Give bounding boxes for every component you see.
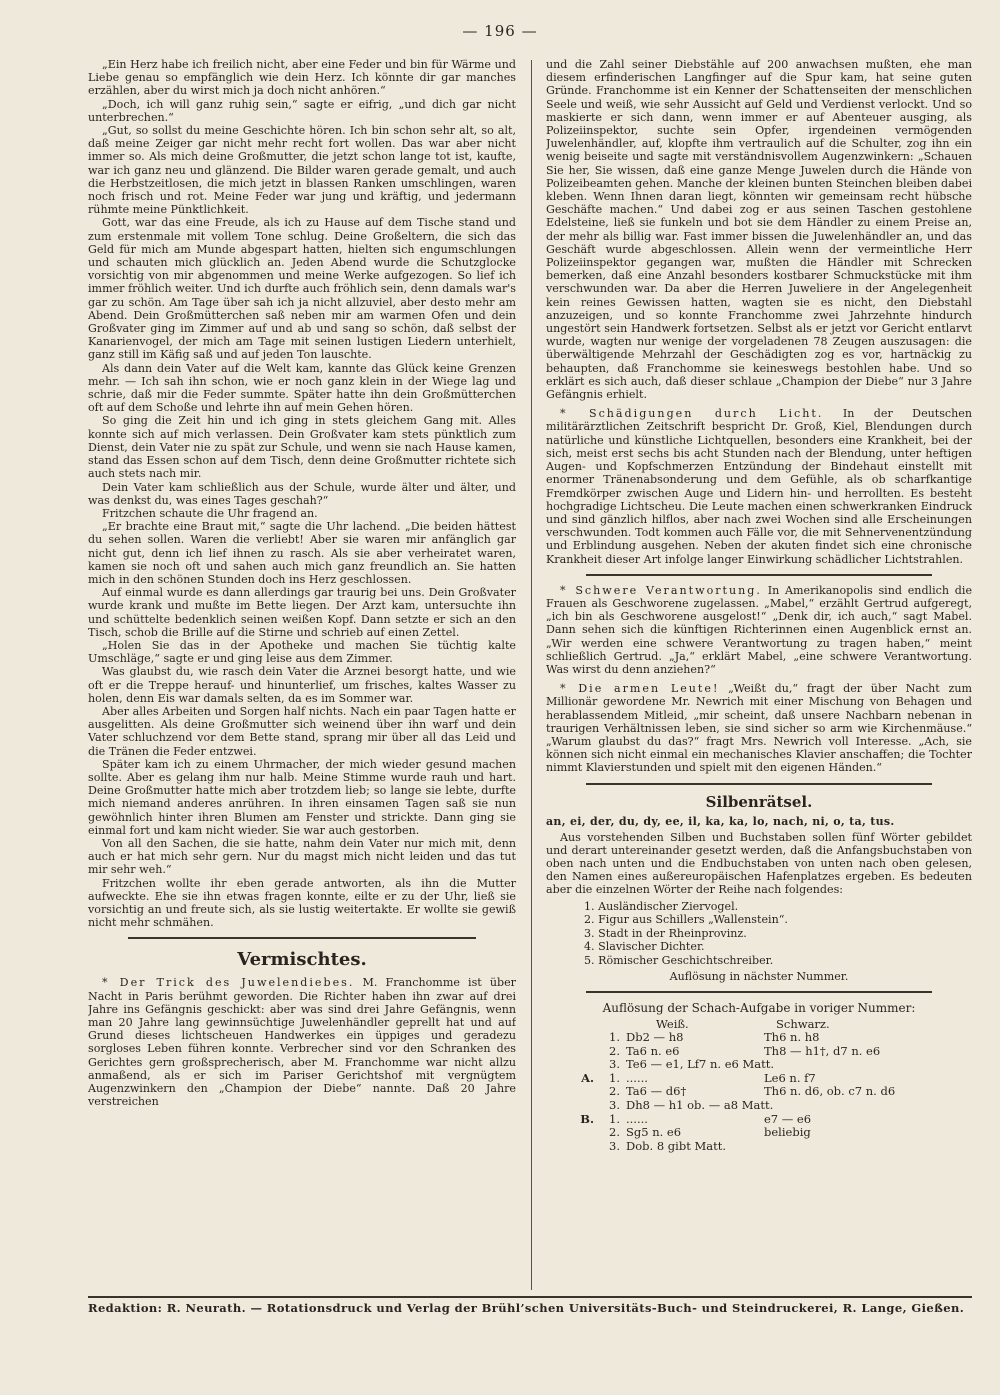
riddle-item: 2. Figur aus Schillers „Wallenstein“. <box>584 913 788 927</box>
right-column <box>546 58 972 1298</box>
story-paragraph: „Holen Sie das in der Apotheke und machen Sie tüchtig kalte Umschläge,“ sagte er und ging leise aus dem Zimmer. <box>88 638 516 666</box>
white-move: ...... <box>626 1070 648 1085</box>
chess-move-row <box>546 1113 972 1127</box>
article-body: M. Franchomme ist über Nacht in Paris berühmt geworden. Die Richter haben ihn zwar auf drei Jahre ins Gefängnis geschickt: aber was sind drei Jahre Gefängnis, wenn man 20 Jahre lang gewinnsüchtige Juwelenhändler geprellt hat und auf Grund dieses lichtscheuen Handwerkes ein üppiges und geradezu sorgloses Leben führen konnte. Verbrecher sind vor den Schranken des Gerichtes gern großsprecherisch, aber M. Franchomme war nicht allzu anmaßend, als er sich im Pariser Gerichtshof mit vergnügtem Augenzwinkern den „Champion der Diebe“ nannte. Daß 20 Jahre verstreichen <box>88 976 516 1109</box>
column-divider <box>531 60 532 1290</box>
riddle-item: 3. Stadt in der Rheinprovinz. <box>584 926 747 940</box>
left-column <box>88 58 516 1288</box>
story-paragraph: Aber alles Arbeiten und Sorgen half nichts. Nach ein paar Tagen hatte er ausgelitten. Als deine Großmutter sich weinend über ihn warf und dein Vater schluchzend vor dem Bette stand, sprang mir über all das Leid und die Tränen die Feder entzwei. <box>88 704 516 758</box>
story-paragraph: Auf einmal wurde es dann allerdings gar traurig bei uns. Dein Großvater wurde krank und mußte im Bette liegen. Der Arzt kam, untersuchte ihn und schüttelte bedenklich seinen weißen Kopf. Dann setzte er sich an den Tisch, schob die Brille auf die Stirne und schrieb auf einen Zettel. <box>88 586 516 639</box>
story-paragraph: Was glaubst du, wie rasch dein Vater die Arznei besorgt hatte, und wie oft er die Treppe herauf- und hinunterlief, um frisches, kaltes Wasser zu holen, denn Eis war damals selten, da es im Sommer war. <box>88 665 516 705</box>
page-number: — 196 — <box>462 22 538 40</box>
variant-label <box>546 1126 598 1140</box>
chess-solution <box>546 1031 972 1153</box>
section-divider <box>586 991 932 993</box>
move-number: 3. <box>609 1057 620 1072</box>
story-paragraph: Fritzchen schaute die Uhr fragend an. <box>102 506 318 520</box>
story-paragraph: Später kam ich zu einem Uhrmacher, der mich wieder gesund machen sollte. Aber es gelang ihm nur halb. Meine Stimme wurde rauh und hart. Deine Großmutter hatte mich aber trotzdem lieb; so lange sie lebte, durfte mich niemand anderes anrühren. In ihren einsamen Tagen saß sie nun gewöhnlich hinter ihren Blumen am Fenster und strickte. Dann ging sie einmal fort und kam nicht wieder. Sie war auch gestorben. <box>88 757 516 837</box>
riddle-item: 5. Römischer Geschichtschreiber. <box>584 953 774 967</box>
black-move: Th6 n. h8 <box>764 1030 820 1045</box>
note-poor-people <box>546 682 972 774</box>
chess-heading: Auflösung der Schach-Aufgabe in voriger Nummer: <box>602 1001 916 1016</box>
white-move: Sg5 n. e6 <box>626 1125 682 1140</box>
jewel-thief-continuation: und die Zahl seiner Diebstähle auf 200 anwachsen mußten, ehe man diesem erfinderischen Langfinger auf die Spur kam, hat seine guten Gründe. Franchomme ist ein Kenner der Schattenseiten der menschlichen Seele und weiß, wie sehr Aussicht auf Geld und Verdienst verlockt. Und so maskierte er sich dann, wenn immer er auf Abenteuer ausging, als Polizeiinspektor, suchte sein Opfer, irgendeinen vermögenden Juwelenhändler, auf, klopfte ihm vertraulich auf die Schulter, zog ihn ein wenig beiseite und sagte mit verständnisvollem Augenzwinkern: „Schauen Sie her, Sie wissen, daß eine ganze Menge Juwelen durch die Hände von Polizeibeamten gehen. Manche der kleinen bunten Steinchen bleiben dabei kleben. Wenn Ihnen daran liegt, könnten wir gemeinsam recht hübsche Geschäfte machen.“ Und dabei zog er aus seinen Taschen gestohlene Edelsteine, ließ sie funkeln und bot sie dem Händler zu einem Preise an, der mehr als billig war. Fast immer bissen die Juwelenhändler an, und das Geschäft wurde abgeschlossen. Allein wenn der vermeintliche Herr Polizeiinspektor gegangen war, mußten die Händler mit Schrecken bemerken, daß eine Anzahl besonders kostbarer Schmuckstücke mit ihm verschwunden war. Da aber die Herren Juweliere in der Angelegenheit kein reines Gewissen hatten, wagten sie es nicht, den Diebstahl anzuzeigen, und so konnte Franchomme zwei Jahrzehnte hindurch ungestört sein Handwerk fortsetzen. Selbst als er jetzt vor Gericht entlarvt wurde, wagten nur wenige der vorgeladenen 78 Zeugen auszusagen: die überwältigende Mehrzahl der Geschädigten zog es vor, hartnäckig zu behaupten, daß Franchomme sie keineswegs bestohlen habe. Und so erklärt es sich auch, daß dieser schlaue „Champion der Diebe“ nur 3 Jahre Gefängnis erhielt. <box>546 58 972 402</box>
riddle-solution-note: Auflösung in nächster Nummer. <box>669 970 849 984</box>
note-body: In der Deutschen militärärztlichen Zeitschrift bespricht Dr. Groß, Kiel, Blendungen durch natürliche und künstliche Lichtquellen, besonders eine Krankheit, bei der sich, meist erst sechs bis acht Stunden nach der Blendung, unter heftigen Augen- und Kopfschmerzen Entzündung der Bindehaut einstellt mit enormer Tränenabsonderung und dem Gefühle, als ob scharfkantige Fremdkörper zwischen Auge und Lidern hin- und herrollten. Es besteht hochgradige Lichtscheu. Die Leute machen einen schwerkranken Eindruck und sind gänzlich hilflos, aber nach zwei Wochen sind alle Erscheinungen verschwunden. Todt kommen auch Fälle vor, die mit Sehnervenentzündung und Erblindung ausgehen. Neben der akuten findet sich eine chronische Krankheit dieser Art infolge langer Einwirkung schädlicher Lichtstrahlen. <box>546 407 972 566</box>
variant-label <box>546 1058 598 1072</box>
story-paragraph: „Gut, so sollst du meine Geschichte hören. Ich bin schon sehr alt, so alt, daß meine Zeiger gar nicht mehr recht fort wollen. Das war aber nicht immer so. Als mich deine Großmutter, die jetzt schon lange tot ist, kaufte, war ich ganz neu und glänzend. Die Bilder waren gerade gemalt, und auch die Herbstzeitlosen, die mich jetzt in blassen Ranken umschlingen, waren noch frisch und rot. Meine Feder war jung und kräftig, und jedermann rühmte meine Pünktlichkeit. <box>88 124 516 217</box>
note-body: In Amerikanopolis sind endlich die Frauen als Geschworene zugelassen. „Mabel,“ erzählt Gertrud aufgeregt, „ich bin als Geschworene ausgelost!“ „Denk dir, ich auch,“ sagt Mabel. Dann sehen sich die künftigen Richterinnen einen Augenblick ernst an. „Wir werden eine schwere Verantwortung zu tragen haben,“ meint schließlich Gertrud. „Ja,“ erklärt Mabel, „eine schwere Verantwortung. Was wirst du denn anziehen?“ <box>546 583 972 676</box>
white-move: Dh8 — h1 ob. — a8 Matt. <box>626 1098 774 1113</box>
black-move: Th8 — h1†, d7 n. e6 <box>764 1043 881 1058</box>
chess-move-row <box>546 1140 972 1154</box>
white-move: Ta6 — d6† <box>626 1084 687 1099</box>
chess-black-header: Schwarz. <box>776 1017 830 1032</box>
vermischtes-heading: Vermischtes. <box>237 949 367 971</box>
chess-move-row <box>546 1126 972 1140</box>
story-paragraph: „Er brachte eine Braut mit,“ sagte die Uhr lachend. „Die beiden hättest du sehen sollen. Waren die verliebt! Aber sie waren mir anfänglich gar nicht gut, denn ich lief ihnen zu rasch. Als sie aber verheiratet waren, kamen sie noch oft und sahen auch mich ganz freundlich an. Sie hatten mich in den schönen Stunden doch ins Herz geschlossen. <box>88 520 516 586</box>
chess-move-row <box>546 1045 972 1059</box>
riddle-intro: Aus vorstehenden Silben und Buchstaben sollen fünf Wörter gebildet und derart untereinander gesetzt werden, daß die Anfangsbuchstaben von oben nach unten und die Endbuchstaben von unten nach oben gelesen, den Namen eines außereuropäischen Hafenplatzes ergeben. Es bedeuten aber die einzelnen Wörter der Reihe nach folgendes: <box>546 830 972 897</box>
white-move: Dob. 8 gibt Matt. <box>626 1138 726 1153</box>
move-number: 1. <box>609 1070 620 1085</box>
note-lead: * Schwere Verantwortung. <box>560 583 762 597</box>
story-paragraph: Als dann dein Vater auf die Welt kam, kannte das Glück keine Grenzen mehr. — Ich sah ihn schon, wie er noch ganz klein in der Wiege lag und schrie, daß mir die Feder summte. Später hatte ihn dein Großmütterchen oft auf dem Schoße und lehrte ihn auf mein Gehen hören. <box>88 361 516 415</box>
white-move: Ta6 n. e6 <box>626 1043 680 1058</box>
move-number: 2. <box>609 1125 620 1140</box>
black-move: Le6 n. f7 <box>764 1070 816 1085</box>
chess-move-row <box>546 1085 972 1099</box>
note-lead: * Schädigungen durch Licht. <box>560 407 824 421</box>
chess-move-row <box>546 1072 972 1086</box>
chess-move-row <box>546 1099 972 1113</box>
move-number: 2. <box>609 1043 620 1058</box>
riddle-list <box>584 900 972 968</box>
note-light-damage <box>546 407 972 565</box>
variant-label: B. <box>580 1111 594 1126</box>
white-move: Te6 — e1, Lf7 n. e6 Matt. <box>626 1057 775 1072</box>
jewel-thief-article <box>88 976 516 1108</box>
story-paragraph: Dein Vater kam schließlich aus der Schule, wurde älter und älter, und was denkst du, was eines Tages geschah?“ <box>88 480 516 507</box>
riddle-heading: Silbenrätsel. <box>705 792 813 811</box>
note-responsibility <box>546 584 972 676</box>
riddle-item: 1. Ausländischer Ziervogel. <box>584 899 739 913</box>
section-divider <box>586 783 932 785</box>
black-move <box>726 1140 972 1154</box>
black-move: beliebig <box>764 1125 811 1140</box>
section-divider <box>586 574 932 576</box>
variant-label <box>546 1045 598 1059</box>
story-paragraph: „Ein Herz habe ich freilich nicht, aber eine Feder und bin für Wärme und Liebe genau so empfänglich wie dein Herz. Ich könnte dir gar manches erzählen, aber du wirst mich ja doch nicht anhören.“ <box>88 58 516 98</box>
black-move: e7 — e6 <box>764 1111 812 1126</box>
section-divider <box>128 937 476 939</box>
chess-column-headers <box>656 1017 972 1031</box>
move-number: 1. <box>609 1030 620 1045</box>
variant-label <box>546 1140 598 1154</box>
move-number: 2. <box>609 1084 620 1099</box>
variant-label: A. <box>581 1070 594 1085</box>
chess-move-row <box>546 1058 972 1072</box>
story-paragraph: So ging die Zeit hin und ich ging in stets gleichem Gang mit. Alles konnte sich auf mich verlassen. Dein Großvater kam stets pünktlich zum Dienst, dein Vater nie zu spät zur Schule, und wenn sie nach Hause kamen, stand das Essen schon auf dem Tisch, denn deine Großmutter richtete sich auch stets nach mir. <box>88 414 516 481</box>
black-move <box>773 1099 972 1113</box>
chess-move-row <box>546 1031 972 1045</box>
note-body: „Weißt du,“ fragt der über Nacht zum Millionär gewordene Mr. Newrich mit einer Mischung von Behagen und herablassendem Mitleid, „mir scheint, daß unsere Nachbarn nebenan in traurigen Verhältnissen leben, sie sind sicher so arm wie Kirchenmäuse.“ „Warum glaubst du das?“ fragt Mrs. Newrich voll Interesse. „Ach, sie können sich nicht einmal ein mechanisches Klavier anschaffen; die Tochter nimmt Klavierstunden und spielt mit den eigenen Händen.“ <box>546 682 972 775</box>
variant-label <box>546 1031 598 1045</box>
variant-label <box>546 1099 598 1113</box>
note-lead: * Die armen Leute! <box>560 682 720 696</box>
variant-label <box>546 1085 598 1099</box>
story-paragraph: Von all den Sachen, die sie hatte, nahm dein Vater nur mich mit, denn auch er hat mich sehr gern. Nur du magst mich nicht leiden und das tut mir sehr weh.“ <box>88 836 516 877</box>
white-move: ...... <box>626 1111 648 1126</box>
article-lead: * Der Trick des Juwelendiebes. <box>102 976 355 990</box>
move-number: 3. <box>609 1138 620 1153</box>
move-number: 3. <box>609 1098 620 1113</box>
black-move <box>774 1058 972 1072</box>
white-move: Db2 — h8 <box>626 1030 684 1045</box>
story-paragraph: Fritzchen wollte ihr eben gerade antworten, als ihn die Mutter aufweckte. Ehe sie ihn etwas fragen konnte, eilte er zu der Uhr, ließ sie vorsichtig an und freute sich, als sie lustig weitertakte. Er wollte sie gewiß nicht mehr schmähen. <box>88 876 516 930</box>
story-paragraph: Gott, war das eine Freude, als ich zu Hause auf dem Tische stand und zum erstenmale mit vollem Tone schlug. Deine Großeltern, die sich das Geld für mich am Munde abgespart hatten, hielten sich engumschlungen und schauten mich glücklich an. Jeden Abend wurde die Schutzglocke vorsichtig von mir abgenommen und meine Werke aufgezogen. So lief ich immer fröhlich weiter. Und ich durfte auch fröhlich sein, denn damals war's gar zu schön. Am Tage über sah ich ja nicht allzuviel, aber desto mehr am Abend. Dein Großmütterchen saß neben mir am warmen Ofen und dein Großvater ging im Zimmer auf und ab und sang so schön, daß selbst der Kanarienvogel, der mich am Tage mit seinen lustigen Liedern unterhielt, ganz still im Käfig saß und auf jeden Ton lauschte. <box>88 216 516 362</box>
story-paragraph: „Doch, ich will ganz ruhig sein,“ sagte er eifrig, „und dich gar nicht unterbrechen.“ <box>88 97 516 124</box>
riddle-syllables: an, ei, der, du, dy, ee, il, ka, ka, lo, nach, ni, o, ta, tus. <box>546 814 895 828</box>
black-move: Th6 n. d6, ob. c7 n. d6 <box>764 1084 896 1099</box>
move-number: 1. <box>609 1111 620 1126</box>
riddle-item: 4. Slavischer Dichter. <box>584 940 705 954</box>
imprint-footer: Redaktion: R. Neurath. — Rotationsdruck und Verlag der Brühl’schen Universitäts-Buch- und Steindruckerei, R. Lange, Gießen. <box>88 1296 972 1315</box>
chess-white-header: Weiß. <box>656 1017 689 1032</box>
